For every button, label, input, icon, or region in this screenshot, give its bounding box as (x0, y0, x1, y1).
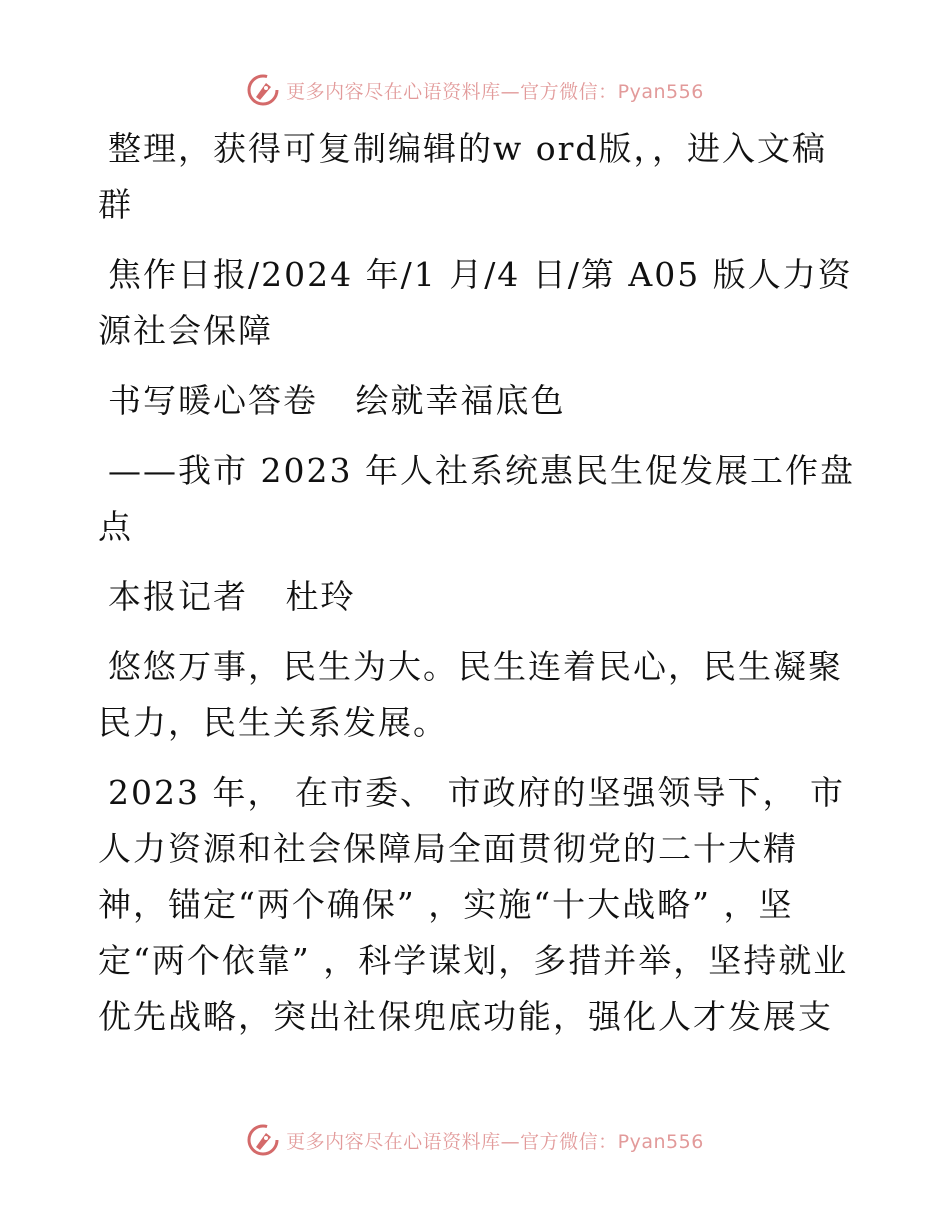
paragraph-source: 焦作日报/2024 年/1 月/4 日/第 A05 版人力资源社会保障 (98, 255, 853, 350)
paragraph-body: 2023 年， 在市委、 市政府的坚强领导下， 市人力资源和社会保障局全面贯彻党的二十大精神，锚定“两个确保” ，实施“十大战略” ，坚定“两个依靠” ，科学谋划，多措并举，坚持就业优先战略，突出社保兜底功能，强化人才发展支 (98, 773, 849, 1036)
paragraph-subtitle: ——我市 2023 年人社系统惠民生促发展工作盘点 (98, 451, 855, 546)
banner-text: 更多内容尽在心语资料库—官方微信：Pyan556 (286, 80, 704, 103)
header-banner (0, 70, 950, 110)
paragraph-lead: 悠悠万事，民生为大。民生连着民心，民生凝聚民力，民生关系发展。 (98, 647, 843, 742)
banner-text: 更多内容尽在心语资料库—官方微信：Pyan556 (286, 1130, 704, 1153)
paragraph-title: 书写暖心答卷 绘就幸福底色 (108, 381, 566, 420)
pen-nib-logo-icon (246, 1123, 280, 1157)
document-body (98, 121, 858, 1059)
paragraph-intro: 整理，获得可复制编辑的w ord版，，进入文稿群 (98, 129, 828, 224)
paragraph-byline: 本报记者 杜玲 (108, 577, 356, 616)
footer-banner (0, 1120, 950, 1160)
pen-nib-logo-icon (246, 73, 280, 107)
